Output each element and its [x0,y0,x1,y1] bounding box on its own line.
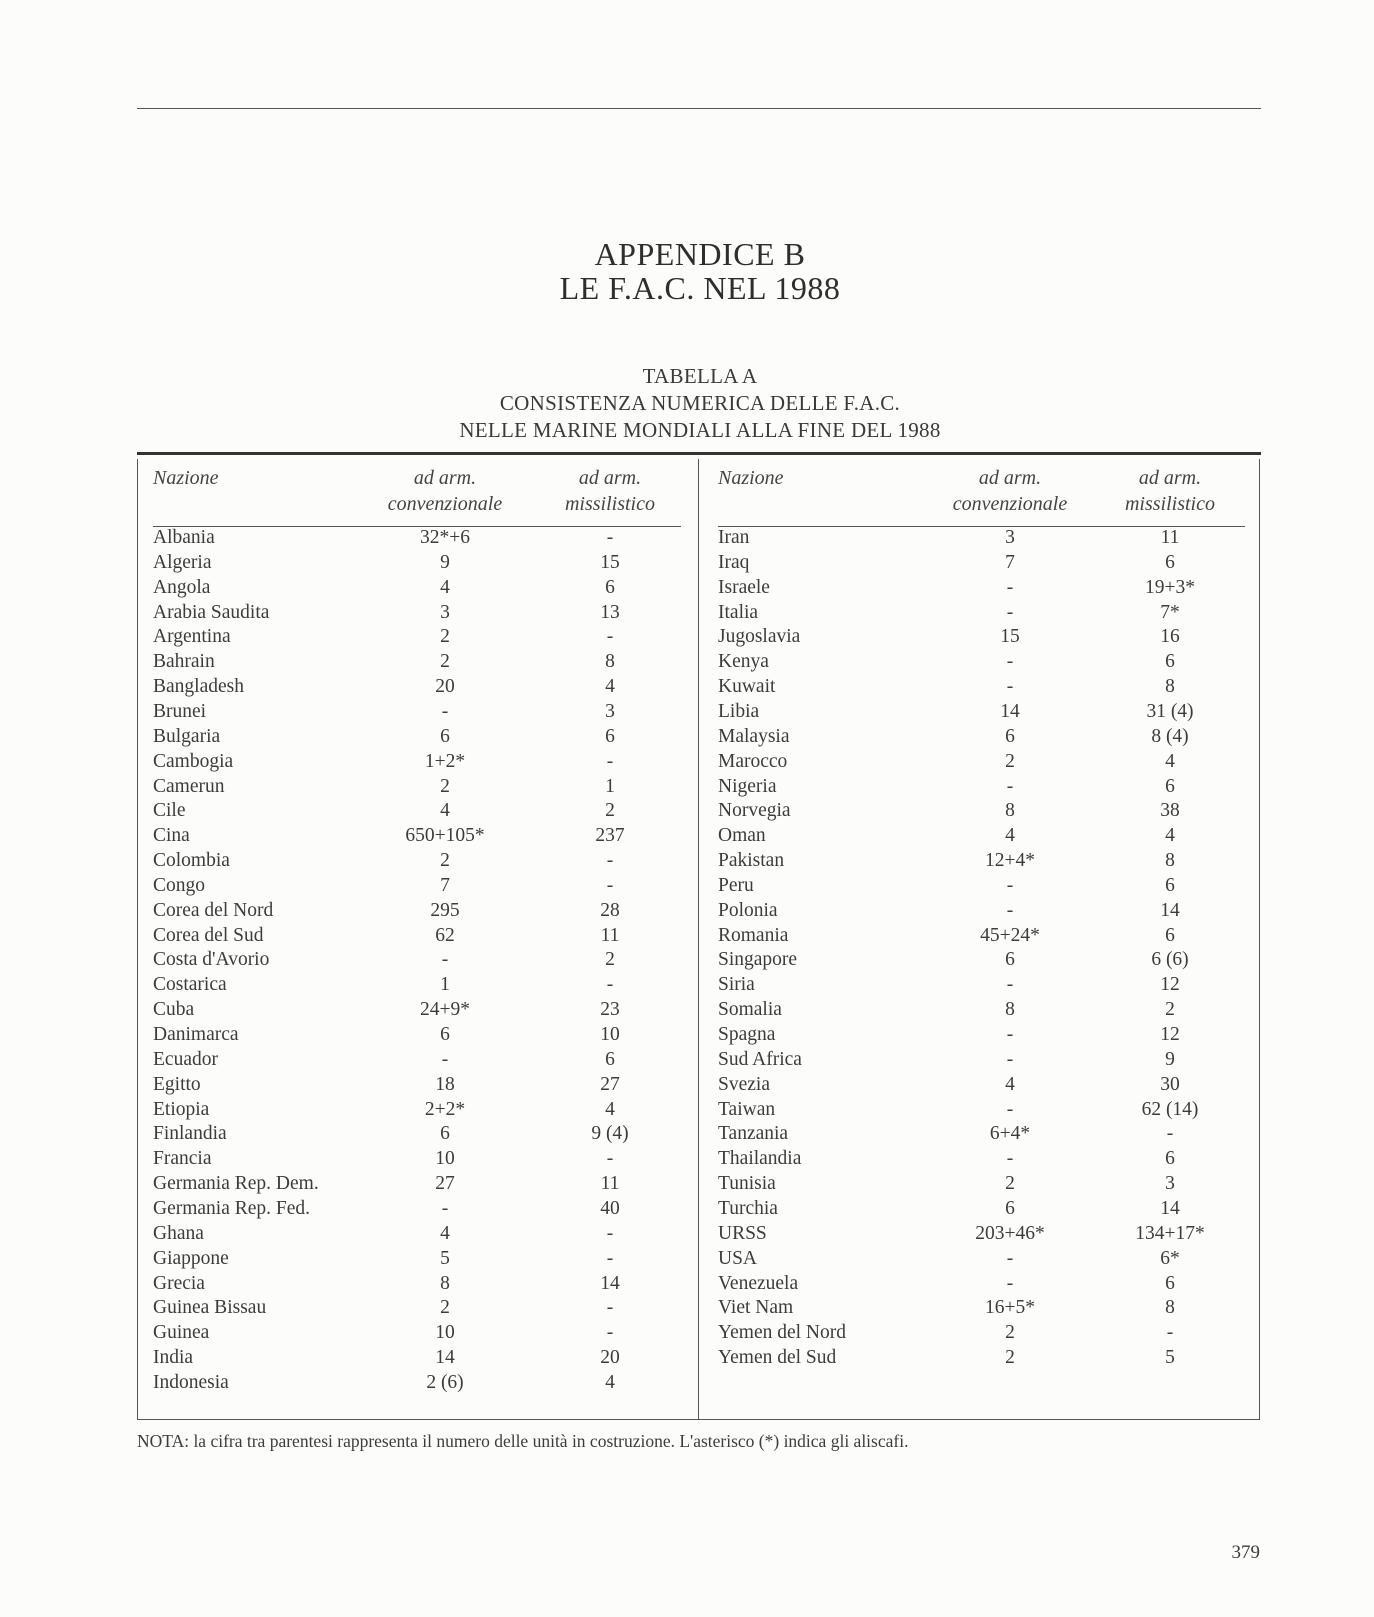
table-caption-line-3: NELLE MARINE MONDIALI ALLA FINE DEL 1988 [459,418,941,442]
row-right-missilistico: 8 [1165,850,1175,871]
header-miss-left [530,465,690,517]
row-left-nazione: Ghana [153,1223,204,1244]
row-left-missilistico: 27 [600,1074,620,1095]
row-left-missilistico: 4 [605,1372,615,1393]
row-left-convenzionale: 10 [435,1322,455,1343]
row-left-nazione: Arabia Saudita [153,602,270,623]
header-miss-right [1090,465,1250,517]
row-right-nazione: Thailandia [718,1148,802,1169]
row-left-nazione: Argentina [153,626,231,647]
row-right-convenzionale: - [1006,1049,1014,1070]
row-right-missilistico: 8 [1165,676,1175,697]
row-right-missilistico: 6 [1165,1273,1175,1294]
row-right-missilistico: 31 (4) [1146,701,1194,722]
row-right-nazione: Singapore [718,949,798,970]
row-right-convenzionale: - [1006,676,1014,697]
row-right-nazione: Pakistan [718,850,785,871]
row-left-nazione: Grecia [153,1273,205,1294]
row-left-convenzionale: - [441,701,449,722]
row-left-missilistico: - [606,1148,614,1169]
row-right-nazione: Somalia [718,999,782,1020]
row-right-convenzionale: - [1006,602,1014,623]
row-right-convenzionale: - [1006,1024,1014,1045]
row-left-convenzionale: 6 [440,1123,450,1144]
row-right-missilistico: 6 (6) [1151,949,1189,970]
row-left-convenzionale: 1+2* [424,751,466,772]
row-right-convenzionale: - [1006,776,1014,797]
row-right-convenzionale: 8 [1005,999,1015,1020]
row-left-missilistico: - [606,1297,614,1318]
row-left-missilistico: 3 [605,701,615,722]
table-caption-line-2: CONSISTENZA NUMERICA DELLE F.A.C. [499,391,901,415]
row-right-missilistico: 6 [1165,1148,1175,1169]
row-right-nazione: Malaysia [718,726,790,747]
row-left-convenzionale: - [441,1049,449,1070]
row-left-missilistico: 237 [595,825,625,846]
row-right-missilistico: 6 [1165,925,1175,946]
row-left-convenzionale: 3 [440,602,450,623]
row-left-nazione: Camerun [153,776,225,797]
row-right-convenzionale: - [1006,1248,1014,1269]
table-column-divider [698,459,699,1420]
row-right-nazione: URSS [718,1223,767,1244]
row-right-convenzionale: 3 [1005,527,1015,548]
row-left-convenzionale: 27 [435,1173,455,1194]
row-right-convenzionale: - [1006,875,1014,896]
row-right-missilistico: 8 [1165,1297,1175,1318]
row-right-convenzionale: 203+46* [975,1223,1045,1244]
row-right-nazione: Norvegia [718,800,791,821]
row-right-missilistico: 8 (4) [1151,726,1189,747]
row-right-missilistico: 5 [1165,1347,1175,1368]
row-left-nazione: Etiopia [153,1099,210,1120]
row-left-convenzionale: 14 [435,1347,455,1368]
row-right-nazione: Jugoslavia [718,626,801,647]
row-left-missilistico: 8 [605,651,615,672]
row-left-nazione: Corea del Sud [153,925,264,946]
row-left-missilistico: 9 (4) [591,1123,629,1144]
row-right-missilistico: 134+17* [1135,1223,1205,1244]
row-left-convenzionale: - [441,1198,449,1219]
row-right-missilistico: 3 [1165,1173,1175,1194]
table-note: NOTA: la cifra tra parentesi rappresenta il numero delle unità in costruzione. L'asterisco (*) indica gli aliscafi. [137,1431,909,1451]
row-left-nazione: Francia [153,1148,212,1169]
row-left-missilistico: 23 [600,999,620,1020]
table-top-rule [137,452,1261,455]
row-right-nazione: Viet Nam [718,1297,794,1318]
header-miss-line1: ad arm. [578,467,642,489]
row-right-nazione: Siria [718,974,755,995]
row-right-missilistico: 6 [1165,875,1175,896]
row-left-convenzionale: 295 [430,900,460,921]
row-right-nazione: Spagna [718,1024,776,1045]
row-left-nazione: Danimarca [153,1024,239,1045]
row-left-convenzionale: 2 [440,776,450,797]
appendix-title: APPENDICE B [594,236,806,272]
row-right-convenzionale: 4 [1005,825,1015,846]
row-left-nazione: Brunei [153,701,207,722]
header-conv-line2: convenzionale [952,493,1068,515]
row-right-nazione: Libia [718,701,760,722]
row-right-convenzionale: - [1006,651,1014,672]
row-left-convenzionale: 10 [435,1148,455,1169]
row-right-nazione: Sud Africa [718,1049,802,1070]
row-right-nazione: Kenya [718,651,769,672]
row-left-missilistico: 4 [605,676,615,697]
row-left-missilistico: 2 [605,949,615,970]
row-right-nazione: Peru [718,875,754,896]
row-right-nazione: Turchia [718,1198,778,1219]
row-left-convenzionale: 650+105* [405,825,485,846]
row-left-convenzionale: 62 [435,925,455,946]
row-right-missilistico: 4 [1165,751,1175,772]
row-left-missilistico: - [606,1322,614,1343]
row-right-missilistico: 6 [1165,651,1175,672]
row-right-nazione: Tanzania [718,1123,789,1144]
row-left-convenzionale: 6 [440,1024,450,1045]
row-right-nazione: Kuwait [718,676,776,697]
header-miss-line2: missilistico [564,493,655,515]
row-left-nazione: Indonesia [153,1372,229,1393]
row-left-nazione: Cile [153,800,186,821]
row-right-convenzionale: - [1006,1273,1014,1294]
header-conv-right [920,465,1100,517]
row-left-nazione: Cambogia [153,751,234,772]
row-right-missilistico: 6 [1165,776,1175,797]
row-left-convenzionale: 2 [440,626,450,647]
row-right-convenzionale: 16+5* [985,1297,1035,1318]
row-left-missilistico: 1 [605,776,615,797]
row-left-missilistico: 13 [600,602,620,623]
row-right-nazione: Venezuela [718,1273,799,1294]
row-right-convenzionale: 7 [1005,552,1015,573]
row-left-convenzionale: 7 [440,875,450,896]
row-right-convenzionale: 6 [1005,949,1015,970]
row-left-convenzionale: 9 [440,552,450,573]
row-left-nazione: Congo [153,875,206,896]
row-right-missilistico: 16 [1160,626,1180,647]
row-right-convenzionale: - [1006,1148,1014,1169]
row-right-convenzionale: 15 [1000,626,1020,647]
row-left-nazione: Cina [153,825,190,846]
row-right-missilistico: 11 [1160,527,1180,548]
row-left-convenzionale: 20 [435,676,455,697]
row-left-missilistico: - [606,974,614,995]
row-right-missilistico: 38 [1160,800,1180,821]
row-right-nazione: Iraq [718,552,750,573]
row-right-missilistico: - [1166,1322,1174,1343]
row-right-nazione: Yemen del Sud [718,1347,837,1368]
row-left-missilistico: 10 [600,1024,620,1045]
row-left-nazione: Cuba [153,999,195,1020]
row-right-missilistico: 6* [1160,1248,1180,1269]
row-left-convenzionale: 2+2* [424,1099,466,1120]
row-right-nazione: Israele [718,577,770,598]
row-right-missilistico: 6 [1165,552,1175,573]
row-left-nazione: Bahrain [153,651,215,672]
row-right-convenzionale: 12+4* [985,850,1035,871]
row-right-convenzionale: 14 [1000,701,1020,722]
header-conv-line1: ad arm. [978,467,1042,489]
row-right-nazione: Oman [718,825,766,846]
row-left-convenzionale: 24+9* [420,999,470,1020]
row-right-missilistico: 7* [1160,602,1180,623]
row-left-convenzionale: 2 [440,1297,450,1318]
top-rule [137,108,1261,109]
row-left-nazione: Costarica [153,974,227,995]
row-left-convenzionale: - [441,949,449,970]
row-right-convenzionale: 6+4* [989,1123,1031,1144]
header-conv-left [355,465,535,517]
row-right-missilistico: 62 (14) [1141,1099,1199,1120]
row-right-convenzionale: - [1006,900,1014,921]
row-left-convenzionale: 4 [440,800,450,821]
row-right-convenzionale: 6 [1005,726,1015,747]
appendix-subtitle: LE F.A.C. NEL 1988 [559,270,841,306]
header-miss-line1: ad arm. [1138,467,1202,489]
row-right-nazione: Polonia [718,900,778,921]
header-nazione-left: Nazione [153,467,219,489]
row-right-convenzionale: 2 [1005,751,1015,772]
header-miss-line2: missilistico [1124,493,1215,515]
row-left-missilistico: 11 [600,1173,620,1194]
row-left-convenzionale: 1 [440,974,450,995]
header-conv-line1: ad arm. [413,467,477,489]
row-right-convenzionale: 2 [1005,1347,1015,1368]
table-caption-label: TABELLA A [642,364,758,388]
row-left-nazione: Angola [153,577,211,598]
row-right-nazione: Romania [718,925,789,946]
row-left-missilistico: 11 [600,925,620,946]
row-right-convenzionale: - [1006,974,1014,995]
row-right-convenzionale: 6 [1005,1198,1015,1219]
row-left-missilistico: 20 [600,1347,620,1368]
row-left-nazione: Finlandia [153,1123,227,1144]
row-right-nazione: Iran [718,527,750,548]
row-left-missilistico: - [606,527,614,548]
row-left-nazione: Guinea Bissau [153,1297,267,1318]
row-left-missilistico: - [606,1248,614,1269]
row-right-convenzionale: 2 [1005,1173,1015,1194]
row-left-nazione: Ecuador [153,1049,218,1070]
row-left-missilistico: 14 [600,1273,620,1294]
row-right-missilistico: - [1166,1123,1174,1144]
row-left-missilistico: 4 [605,1099,615,1120]
row-left-missilistico: - [606,1223,614,1244]
row-left-convenzionale: 4 [440,1223,450,1244]
row-right-convenzionale: 2 [1005,1322,1015,1343]
row-right-nazione: Svezia [718,1074,770,1095]
row-left-convenzionale: 2 [440,850,450,871]
row-left-missilistico: 28 [600,900,620,921]
row-left-nazione: Germania Rep. Fed. [153,1198,311,1219]
row-left-convenzionale: 8 [440,1273,450,1294]
row-left-convenzionale: 4 [440,577,450,598]
row-left-convenzionale: 2 (6) [426,1372,464,1393]
row-left-convenzionale: 32*+6 [420,527,470,548]
row-left-nazione: Corea del Nord [153,900,274,921]
row-right-missilistico: 19+3* [1145,577,1195,598]
row-left-nazione: Egitto [153,1074,201,1095]
row-left-nazione: Costa d'Avorio [153,949,270,970]
row-left-nazione: Albania [153,527,215,548]
row-left-missilistico: 40 [600,1198,620,1219]
row-right-convenzionale: 4 [1005,1074,1015,1095]
row-left-convenzionale: 6 [440,726,450,747]
row-right-nazione: Tunisia [718,1173,776,1194]
row-left-missilistico: 6 [605,1049,615,1070]
header-conv-line2: convenzionale [387,493,503,515]
row-right-convenzionale: - [1006,577,1014,598]
row-right-nazione: Italia [718,602,759,623]
row-right-missilistico: 30 [1160,1074,1180,1095]
row-right-missilistico: 2 [1165,999,1175,1020]
row-left-nazione: India [153,1347,194,1368]
row-left-nazione: Bangladesh [153,676,244,697]
row-left-missilistico: 6 [605,726,615,747]
row-right-convenzionale: 45+24* [980,925,1040,946]
row-left-nazione: Guinea [153,1322,210,1343]
row-right-missilistico: 9 [1165,1049,1175,1070]
row-left-nazione: Algeria [153,552,212,573]
row-right-missilistico: 12 [1160,974,1180,995]
row-right-missilistico: 14 [1160,1198,1180,1219]
row-right-nazione: Nigeria [718,776,777,797]
row-left-nazione: Bulgaria [153,726,221,747]
row-left-missilistico: - [606,626,614,647]
row-right-missilistico: 14 [1160,900,1180,921]
row-left-nazione: Germania Rep. Dem. [153,1173,319,1194]
row-right-convenzionale: - [1006,1099,1014,1120]
row-left-nazione: Giappone [153,1248,229,1269]
row-right-missilistico: 4 [1165,825,1175,846]
row-left-missilistico: - [606,850,614,871]
row-right-nazione: Marocco [718,751,788,772]
row-left-missilistico: 6 [605,577,615,598]
row-left-nazione: Colombia [153,850,230,871]
row-left-convenzionale: 2 [440,651,450,672]
row-left-missilistico: 15 [600,552,620,573]
row-right-convenzionale: 8 [1005,800,1015,821]
row-left-convenzionale: 5 [440,1248,450,1269]
row-right-missilistico: 12 [1160,1024,1180,1045]
page-number: 379 [1231,1542,1260,1563]
row-left-convenzionale: 18 [435,1074,455,1095]
row-left-missilistico: - [606,875,614,896]
row-right-nazione: Yemen del Nord [718,1322,847,1343]
row-left-missilistico: - [606,751,614,772]
header-nazione-right: Nazione [718,467,784,489]
row-left-missilistico: 2 [605,800,615,821]
row-right-nazione: USA [718,1248,758,1269]
row-right-nazione: Taiwan [718,1099,776,1120]
